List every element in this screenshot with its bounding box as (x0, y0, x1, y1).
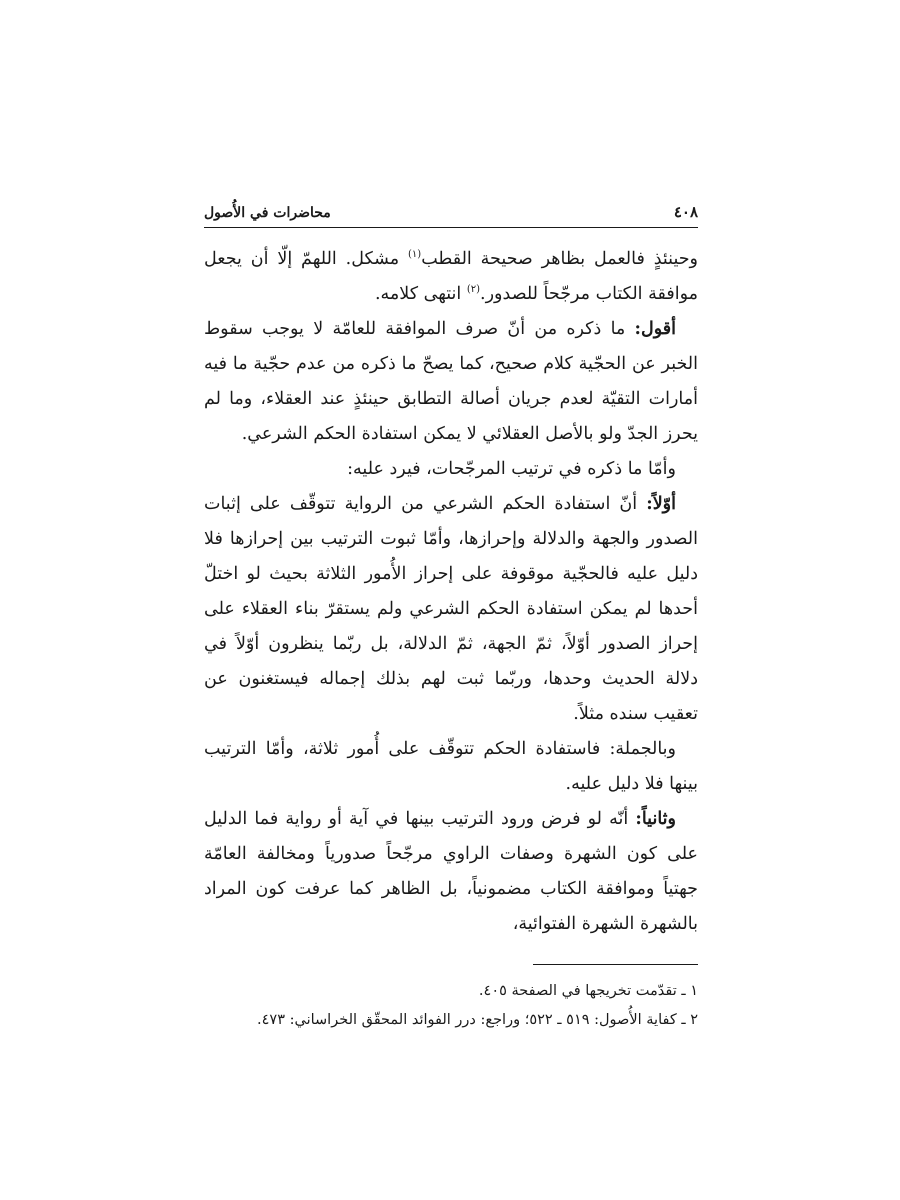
footnote-ref-2: (٢) (466, 284, 481, 296)
paragraph-4 (204, 487, 698, 732)
paragraph-lead: أقول: (634, 319, 676, 339)
paragraph-lead: أوّلاً: (646, 494, 676, 514)
running-header (204, 203, 698, 228)
paragraph-text: انتهى كلامه. (374, 284, 467, 304)
footnotes (204, 977, 698, 1035)
paragraph-5 (204, 732, 698, 802)
book-page (204, 203, 698, 1035)
paragraph-text: وحينئذٍ فالعمل بظاهر صحيحة القطب (421, 249, 698, 269)
paragraph-2 (204, 312, 698, 452)
paragraph-3 (204, 452, 698, 487)
paragraph-6 (204, 802, 698, 942)
footnote-divider (533, 964, 698, 965)
paragraph-lead: وثانياً: (635, 809, 676, 829)
book-title: محاضرات في الأُصول (204, 205, 331, 221)
paragraph-text: مشكل. اللهمّ إلّا أن يجعل موافقة الكتاب مرجّحاً للصدور. (204, 249, 698, 304)
paragraph-text: وأمّا ما ذكره في ترتيب المرجّحات، فيرد عليه: (347, 459, 676, 479)
body-text (204, 242, 698, 942)
page-number: ٤٠٨ (673, 203, 698, 221)
paragraph-1 (204, 242, 698, 312)
paragraph-text: وبالجملة: فاستفادة الحكم تتوقّف على أُمور ثلاثة، وأمّا الترتيب بينها فلا دليل عليه. (204, 739, 698, 794)
paragraph-text: أنّه لو فرض ورود الترتيب بينها في آية أو رواية فما الدليل على كون الشهرة وصفات الراوي مرجّحاً صدورياً ومخالفة العامّة جهتياً وموافقة الكتاب مضمونياً، بل الظاهر كما عرفت كون المراد بالشهرة الشهرة الفتوائية، (204, 809, 698, 934)
footnote-2: ٢ ـ كفاية الأُصول: ٥١٩ ـ ٥٢٢؛ وراجع: درر الفوائد المحقّق الخراساني: ٤٧٣. (257, 1012, 698, 1028)
footnote-ref-1: (١) (408, 249, 422, 261)
footnote-1: ١ ـ تقدّمت تخريجها في الصفحة ٤٠٥. (478, 983, 698, 999)
paragraph-text: ما ذكره من أنّ صرف الموافقة للعامّة لا يوجب سقوط الخبر عن الحجّية كلام صحيح، كما يصحّ ما ذكره من عدم حجّية ما فيه أمارات التقيّة لعدم جريان أصالة التطابق حينئذٍ عند العقلاء، وما لم يحرز الجدّ ولو بالأصل العقلائي لا يمكن استفادة الحكم الشرعي. (204, 319, 698, 444)
paragraph-text: أنّ استفادة الحكم الشرعي من الرواية تتوقّف على إثبات الصدور والجهة والدلالة وإحرازها، وأمّا ثبوت الترتيب بين إحرازها فلا دليل عليه فالحجّية موقوفة على إحراز الأُمور الثلاثة بحيث لو اختلّ أحدها لم يمكن استفادة الحكم الشرعي ولم يستقرّ بناء العقلاء على إحراز الصدور أوّلاً، ثمّ الجهة، ثمّ الدلالة، بل ربّما ينظرون أوّلاً في دلالة الحديث وحدها، وربّما ثبت لهم بذلك إجماله فيستغنون عن تعقيب سنده مثلاً. (204, 494, 698, 724)
